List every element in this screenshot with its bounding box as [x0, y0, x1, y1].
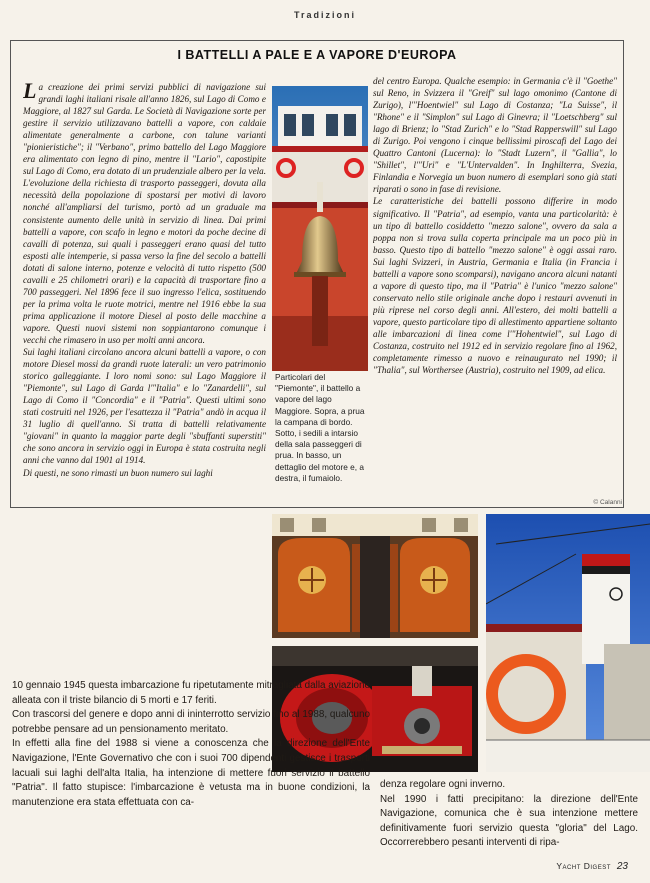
paragraph: In effetti alla fine del 1988 si viene a conoscenza che la direzione dell'Ente Navigazione, l'Ente Governativo che con i suoi 700 dipendenti gestisce i trasporti lacuali sui laghi dell'alta Italia, ha intenzione di mettere fuori servizio il battello "Patria". Il fatto stupisce: l'imbarcazione è vetusta ma in buone condizioni, la manutenzione era stata effettuata con ca- — [12, 738, 370, 808]
seats-photo — [272, 514, 478, 638]
paragraph: Sui laghi italiani circolano ancora alcuni battelli a vapore, o con motore Diesel mossi da grandi ruote laterali: un vero patrimonio storico galleggiante. I loro nomi sono: sul Lago Maggiore il "Piemonte", sul Lago di Garda l'"Italia" e lo "Zanardelli", sul Lago di Como il "Concordia" e il "Patria". Questi ultimi sono stati costruiti nel 1926, per l'esattezza il "Patria" andò in acqua il 31 luglio di quell'anno. Si tratta di battelli relativamente "giovani" in quanto la maggior parte degli "sbuffanti superstiti" che sono ancora in servizio oggi in Europa è stata costruita negli anni che vanno dal 1901 al 1914. — [23, 347, 266, 466]
magazine-name: Yacht Digest — [556, 861, 611, 871]
funnel-photo — [486, 514, 650, 772]
photo-credit: © Calanni — [593, 499, 622, 506]
section-header: Tradizioni — [293, 10, 356, 20]
article-bottom-left — [12, 679, 370, 810]
article-headline: I BATTELLI A PALE E A VAPORE D'EUROPA — [177, 48, 457, 62]
page-number: 23 — [616, 861, 628, 872]
bell-photo — [272, 86, 368, 371]
paragraph: Di questi, ne sono rimasti un buon numero sui laghi — [23, 467, 213, 478]
drop-cap: L — [23, 81, 37, 103]
paragraph: Le caratteristiche dei battelli possono differire in modo significativo. Il "Patria", ad esempio, vanta una particolarità: è un tipo di battello cosiddetto "mezzo salone", ovvero da sala a poppa non si trova sulla coperta principale ma un poco più in basso. Questo tipo di battello "mezzo salone" è oggi assai raro. Sui laghi Svizzeri, in Austria, Germania e Italia (in Francia i battelli a vapore sono scomparsi), navigano ancora alcuni natanti a vapore di questo tipo, ma il "Patria" è l'unico "mezzo salone" conservato nello stile originale anche dopo i restauri avvenuti in più riprese nel corso degli anni. All'estero, dei molti battelli a vapore, questo particolare tipo di allestimento appartiene soltanto alle imbarcazioni di linea come l'"Hohentwiel", sul Lago di Costanza, costruito nel 1912 ed in servizio regolare fino al 1962, completamente rimesso a nuovo e reinaugurato nel 1990; il "Thalia", sul Worthersee (Austria), costruito nel 1909, ad elica. — [373, 196, 617, 376]
article-bottom-right — [380, 778, 638, 851]
paragraph: La creazione dei primi servizi pubblici di navigazione sui grandi laghi italiani risale all'anno 1826, sul Lago di Como e Maggiore, al 1827 sul Garda. Le Società di Navigazione sorte per gestire il servizio utilizzavano battelli a vapore, con caldaie alimentate generalmente a carbone, con talune varianti "pionieristiche"; il "Verbano", primo battello del Lago Maggiore era alimentato con legno di pino, mentre il "Lario", capostipite sul Lago di Como, era dotato di un prudenziale albero per la vela. L'evoluzione della richiesta di trasporto passeggeri, dovuta alla necessità della popolazione di spostarsi per motivi di lavoro nonché all'ampliarsi del turismo, portò ad un graduale ma consistente aumento delle unità in servizio di linea. Dai primi battelli a vapore, con scafo in legno e motori da poche decine di cavalli di potenza, sui quali i passeggeri erano quasi del tutto esposti alle intemperie, si passa verso la fine del secolo a battelli dotati di salone interno, potenze e velocità di tutto rispetto (500 cavalli e 25 chilometri orari) e la capacità di trasportare fino a 700 passeggeri. Nel 1896 fece il suo ingresso l'elica, sostituendo per la prima volta le ruote motrici, mentre nel 1916 ebbe la sua prima applicazione il motore Diesel al posto delle macchine a vapore. Questi nuovi sistemi non soppiantarono comunque i vecchi che rimasero in uso per molti anni ancora. — [23, 81, 266, 345]
paragraph: Nel 1990 i fatti precipitano: la direzione dell'Ente Navigazione, comunica che è sua intenzione mettere definitivamente fuori servizio questa "gloria" del Lago. Occorrerebbero pesanti interventi di ripa- — [380, 793, 638, 849]
paragraph: del centro Europa. Qualche esempio: in Germania c'è il "Goethe" sul Reno, in Svizzera il "Greif" sul lago omonimo (Cantone di Zurigo), l'"Hoentwiel" sul Lago di Costanza; "La Suisse", il "Rhone" e il "Simplon" sul Lago di Ginevra; il "Loetschberg" sul lago di Brienz; lo "Stad Zurich" e lo "Stad Rapperswill" sul Lago di Zurigo. Poi vengono i cinque bellissimi piroscafi del Lago dei Quattro Cantoni (Lucerna): lo "Stadt Luzern", il "Gallia", lo "Shillet", l'"Uri" e "L'Untervalden". In Inghilterra, Svezia, Finlandia e Norvegia un buon numero di esemplari sono già stati riparati o sono in fase di revisione. — [373, 76, 617, 195]
photo-caption: Particolari del "Piemonte", il battello a vapore del lago Maggiore. Sopra, a prua la campana di bordo. Sotto, i sedili a intarsio della sala passeggeri di prua. In basso, un dettaglio del motore e, a destra, il fumaiolo. — [275, 372, 365, 483]
article-column-right — [373, 75, 617, 513]
paragraph: 10 gennaio 1945 questa imbarcazione fu ripetutamente mitragliata dalla aviazione alleata con il triste bilancio di 5 morti e 17 feriti. — [12, 680, 370, 706]
page-footer — [380, 861, 628, 872]
article-column-left — [23, 81, 266, 626]
paragraph: Con trascorsi del genere e dopo anni di ininterrotto servizio fino al 1988, qualcuno potrebbe pensare ad un pensionamento meritato. — [12, 709, 370, 735]
paragraph: denza regolare ogni inverno. — [380, 779, 506, 790]
